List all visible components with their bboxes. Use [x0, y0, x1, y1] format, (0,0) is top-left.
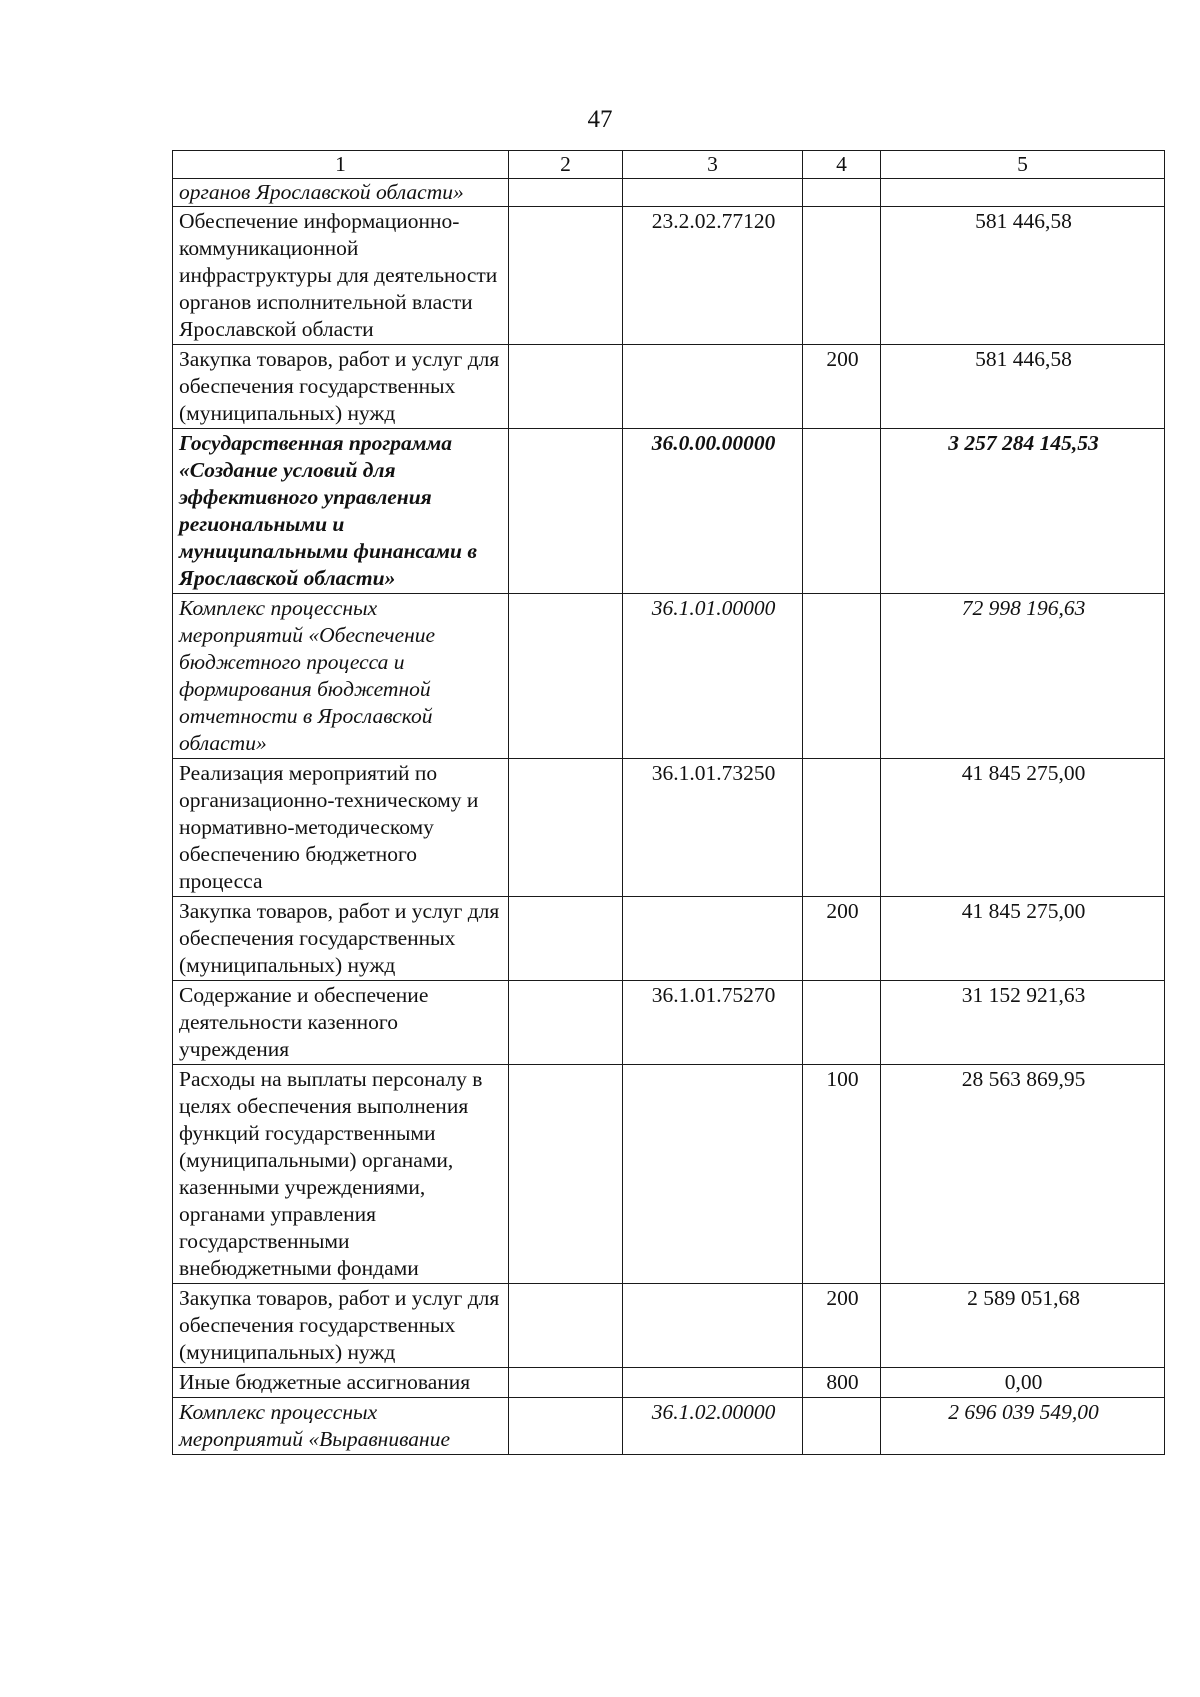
column-2-cell	[509, 345, 623, 429]
amount: 31 152 921,63	[881, 981, 1165, 1065]
column-2-cell	[509, 179, 623, 207]
expenditure-name: Иные бюджетные ассигнования	[173, 1368, 509, 1398]
column-header-4: 4	[803, 151, 881, 179]
expense-type	[803, 207, 881, 345]
amount: 41 845 275,00	[881, 897, 1165, 981]
target-article-code: 36.1.01.00000	[623, 594, 803, 759]
target-article-code	[623, 1284, 803, 1368]
expense-type: 200	[803, 345, 881, 429]
amount: 72 998 196,63	[881, 594, 1165, 759]
target-article-code: 23.2.02.77120	[623, 207, 803, 345]
target-article-code: 36.1.02.00000	[623, 1398, 803, 1455]
expense-type: 100	[803, 1065, 881, 1284]
amount: 581 446,58	[881, 345, 1165, 429]
table-row	[173, 1065, 1165, 1284]
table-row	[173, 1368, 1165, 1398]
expenditure-name: Закупка товаров, работ и услуг для обеспечения государственных (муниципальных) нужд	[173, 345, 509, 429]
amount: 581 446,58	[881, 207, 1165, 345]
target-article-code: 36.0.00.00000	[623, 429, 803, 594]
table-row	[173, 594, 1165, 759]
expenditure-name: Государственная программа «Создание условий для эффективного управления региональными и муниципальными финансами в Ярославской области»	[173, 429, 509, 594]
column-2-cell	[509, 981, 623, 1065]
page-number: 47	[587, 106, 613, 133]
amount	[881, 179, 1165, 207]
column-2-cell	[509, 1065, 623, 1284]
expense-type	[803, 1398, 881, 1455]
header-row	[173, 151, 1165, 179]
column-2-cell	[509, 207, 623, 345]
column-2-cell	[509, 759, 623, 897]
column-2-cell	[509, 1398, 623, 1455]
target-article-code	[623, 179, 803, 207]
expenditure-name: Расходы на выплаты персоналу в целях обеспечения выполнения функций государственными (муниципальными) органами, казенными учреждениями, органами управления государственными внебюджетными фондами	[173, 1065, 509, 1284]
table-row	[173, 759, 1165, 897]
expense-type	[803, 429, 881, 594]
expenditure-name: Содержание и обеспечение деятельности казенного учреждения	[173, 981, 509, 1065]
table-row	[173, 429, 1165, 594]
expense-type	[803, 981, 881, 1065]
target-article-code	[623, 897, 803, 981]
column-2-cell	[509, 429, 623, 594]
table-row	[173, 179, 1165, 207]
amount: 2 696 039 549,00	[881, 1398, 1165, 1455]
table-row	[173, 345, 1165, 429]
table-row	[173, 1284, 1165, 1368]
expenditure-name: Реализация мероприятий по организационно-техническому и нормативно-методическому обеспечению бюджетного процесса	[173, 759, 509, 897]
column-2-cell	[509, 594, 623, 759]
expense-type	[803, 179, 881, 207]
column-2-cell	[509, 1368, 623, 1398]
expense-type: 200	[803, 897, 881, 981]
table-row	[173, 207, 1165, 345]
expenditure-name: Комплекс процессных мероприятий «Выравнивание	[173, 1398, 509, 1455]
amount: 2 589 051,68	[881, 1284, 1165, 1368]
expenditure-name: Комплекс процессных мероприятий «Обеспечение бюджетного процесса и формирования бюджетной отчетности в Ярославской области»	[173, 594, 509, 759]
column-2-cell	[509, 897, 623, 981]
table-row	[173, 897, 1165, 981]
expenditure-name: Обеспечение информационно-коммуникационной инфраструктуры для деятельности органов исполнительной власти Ярославской области	[173, 207, 509, 345]
expense-type	[803, 594, 881, 759]
amount: 0,00	[881, 1368, 1165, 1398]
expense-type	[803, 759, 881, 897]
target-article-code	[623, 345, 803, 429]
target-article-code	[623, 1065, 803, 1284]
budget-table	[172, 150, 1165, 1455]
column-header-2: 2	[509, 151, 623, 179]
target-article-code	[623, 1368, 803, 1398]
column-header-3: 3	[623, 151, 803, 179]
column-header-1: 1	[173, 151, 509, 179]
amount: 28 563 869,95	[881, 1065, 1165, 1284]
expense-type: 200	[803, 1284, 881, 1368]
column-header-5: 5	[881, 151, 1165, 179]
target-article-code: 36.1.01.75270	[623, 981, 803, 1065]
amount: 41 845 275,00	[881, 759, 1165, 897]
target-article-code: 36.1.01.73250	[623, 759, 803, 897]
expenditure-name: Закупка товаров, работ и услуг для обеспечения государственных (муниципальных) нужд	[173, 1284, 509, 1368]
table-row	[173, 981, 1165, 1065]
expense-type: 800	[803, 1368, 881, 1398]
amount: 3 257 284 145,53	[881, 429, 1165, 594]
expenditure-name: органов Ярославской области»	[173, 179, 509, 207]
table-row	[173, 1398, 1165, 1455]
column-2-cell	[509, 1284, 623, 1368]
expenditure-name: Закупка товаров, работ и услуг для обеспечения государственных (муниципальных) нужд	[173, 897, 509, 981]
